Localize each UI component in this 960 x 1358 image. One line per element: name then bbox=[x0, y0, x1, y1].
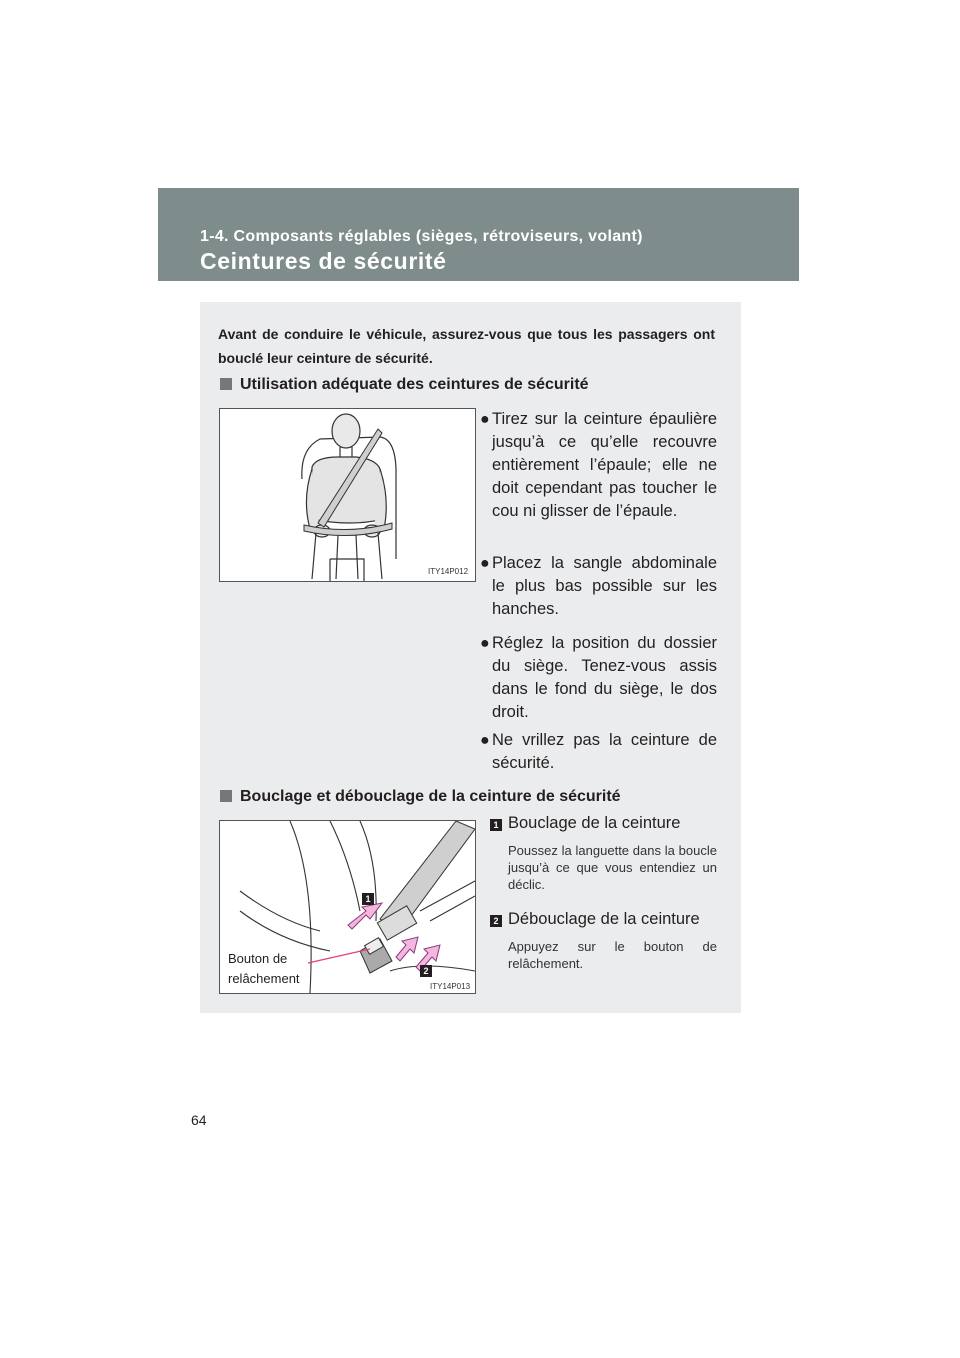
bullet-text: Tirez sur la ceinture épaulière jusqu’à ce qu’elle recouvre entièrement l’épaule; elle ne doit cependant pas toucher le cou ni glisser de l’épaule. bbox=[492, 410, 717, 520]
bullet-icon: ● bbox=[480, 732, 490, 749]
figure-code: ITY14P013 bbox=[430, 982, 471, 991]
step-title: Bouclage de la ceinture bbox=[508, 814, 681, 832]
square-bullet-icon bbox=[220, 378, 232, 390]
page-title: Ceintures de sécurité bbox=[200, 248, 447, 274]
page-number: 64 bbox=[191, 1112, 207, 1128]
bullet-text: Ne vrillez pas la ceinture de sécurité. bbox=[492, 731, 717, 772]
buckle-heading-label: Bouclage et débouclage de la ceinture de sécurité bbox=[240, 788, 621, 805]
square-bullet-icon bbox=[220, 790, 232, 802]
bullet-icon: ● bbox=[480, 411, 490, 428]
bullet-icon: ● bbox=[480, 635, 490, 652]
usage-bullet-3 bbox=[480, 632, 717, 724]
intro-text: Avant de conduire le véhicule, assurez-vous que tous les passagers ont bouclé leur ceinture de sécurité. bbox=[218, 326, 715, 366]
marker-1-label: 1 bbox=[365, 894, 371, 904]
push-arrow-icon bbox=[348, 903, 382, 929]
buckle-heading bbox=[220, 788, 621, 806]
release-button-callout bbox=[228, 949, 300, 989]
step-description: Appuyez sur le bouton de relâchement. bbox=[508, 939, 717, 971]
step-number-badge: 2 bbox=[490, 915, 502, 927]
section-title: 1-4. Composants réglables (sièges, rétroviseurs, volant) bbox=[200, 228, 643, 245]
bullet-text: Réglez la position du dossier du siège. Tenez-vous assis dans le fond du siège, le dos droit. bbox=[492, 634, 717, 721]
usage-bullet-4 bbox=[480, 729, 717, 775]
bullet-icon: ● bbox=[480, 555, 490, 572]
figure-code: ITY14P012 bbox=[428, 567, 469, 576]
page-header bbox=[158, 188, 799, 281]
press-arrow-icon bbox=[396, 937, 418, 961]
step-description: Poussez la languette dans la boucle jusqu’à ce que vous entendiez un déclic. bbox=[508, 843, 717, 892]
usage-bullet-1 bbox=[480, 408, 717, 523]
seatbelt-usage-figure bbox=[219, 408, 476, 582]
callout-line-1: Bouton de bbox=[228, 951, 288, 966]
buckle-figure bbox=[219, 820, 476, 994]
bullet-text: Placez la sangle abdominale le plus bas possible sur les hanches. bbox=[492, 554, 717, 618]
seated-person-illustration bbox=[220, 409, 475, 581]
step-title: Débouclage de la ceinture bbox=[508, 910, 700, 928]
usage-heading bbox=[220, 376, 589, 394]
callout-line-2: relâchement bbox=[228, 971, 300, 986]
marker-2-label: 2 bbox=[423, 966, 429, 976]
usage-heading-label: Utilisation adéquate des ceintures de sécurité bbox=[240, 376, 589, 393]
content-panel bbox=[200, 302, 741, 1013]
usage-bullet-2 bbox=[480, 552, 717, 621]
step-number-badge: 1 bbox=[490, 819, 502, 831]
